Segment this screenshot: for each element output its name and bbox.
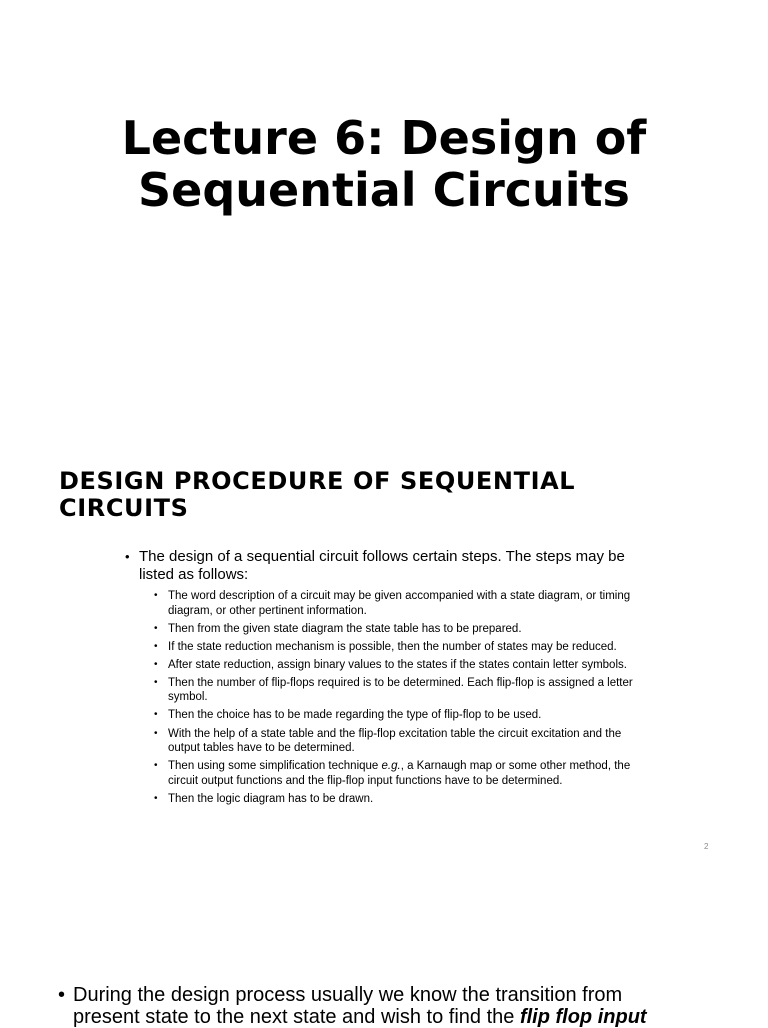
bullet-glyph: •	[58, 984, 66, 1006]
bullet-glyph: •	[154, 727, 158, 739]
list-item	[154, 759, 644, 788]
bullet-glyph: •	[154, 622, 158, 634]
design-steps-list	[154, 589, 644, 810]
step-text: If the state reduction mechanism is possible, then the number of states may be reduced.	[168, 640, 617, 653]
intro-text: The design of a sequential circuit follows certain steps. The steps may be listed as follows:	[139, 548, 625, 583]
bullet-glyph: •	[154, 709, 158, 721]
list-item	[154, 658, 644, 673]
transition-text-main: During the design process usually we know the transition from present state to the next state and wish to find the	[73, 984, 623, 1028]
step-text: The word description of a circuit may be given accompanied with a state diagram, or timing diagram, or other pertinent information.	[168, 590, 631, 617]
title-slide	[0, 0, 768, 430]
step-text: With the help of a state table and the flip-flop excitation table the circuit excitation and the output tables have to be determined.	[168, 727, 622, 755]
intro-bullet-item	[125, 548, 625, 584]
section-heading-line-1: DESIGN PROCEDURE OF SEQUENTIAL	[59, 467, 576, 495]
design-procedure-slide	[0, 430, 768, 860]
bullet-glyph: •	[154, 640, 158, 652]
step-text: Then the number of flip-flops required is to be determined. Each flip-flop is assigned a letter symbol.	[168, 676, 633, 704]
list-item	[154, 792, 644, 807]
transition-bullet-item	[58, 984, 678, 1028]
lecture-title-line-1: Lecture 6: Design of	[121, 111, 647, 165]
bullet-glyph: •	[154, 792, 158, 804]
lecture-title	[0, 112, 768, 216]
step-text-italic: e.g.	[381, 760, 401, 773]
step-text: After state reduction, assign binary values to the states if the states contain letter symbols.	[168, 658, 627, 671]
lecture-title-line-2: Sequential Circuits	[138, 163, 630, 217]
bullet-glyph: •	[154, 760, 158, 772]
step-text: Then the logic diagram has to be drawn.	[168, 792, 374, 805]
step-text-suffix: , a Karnaugh map or some other method,	[400, 760, 612, 773]
step-text-continued: the circuit output functions and the flip-flop input functions have to be determined.	[168, 760, 631, 787]
list-item	[154, 640, 644, 655]
list-item	[154, 727, 644, 756]
transition-text	[73, 984, 678, 1028]
bullet-glyph: •	[154, 590, 158, 601]
section-heading	[59, 468, 575, 522]
bullet-glyph: •	[125, 549, 130, 564]
transition-text-emphasis: flip flop input	[519, 1006, 647, 1028]
step-text: Then from the given state diagram the state table has to be prepared.	[168, 622, 522, 635]
step-text-simplification	[168, 759, 644, 788]
transition-slide	[0, 860, 768, 1028]
bullet-glyph: •	[154, 658, 158, 670]
list-item	[154, 676, 644, 705]
list-item	[154, 622, 644, 637]
step-text: Then the choice has to be made regarding the type of flip-flop to be used.	[168, 709, 542, 722]
bullet-glyph: •	[154, 676, 158, 688]
section-heading-line-2: CIRCUITS	[59, 494, 189, 522]
list-item	[154, 708, 644, 723]
page-number: 2	[704, 842, 709, 851]
step-text-prefix: Then using some simplification technique	[168, 760, 382, 773]
list-item	[154, 589, 644, 618]
